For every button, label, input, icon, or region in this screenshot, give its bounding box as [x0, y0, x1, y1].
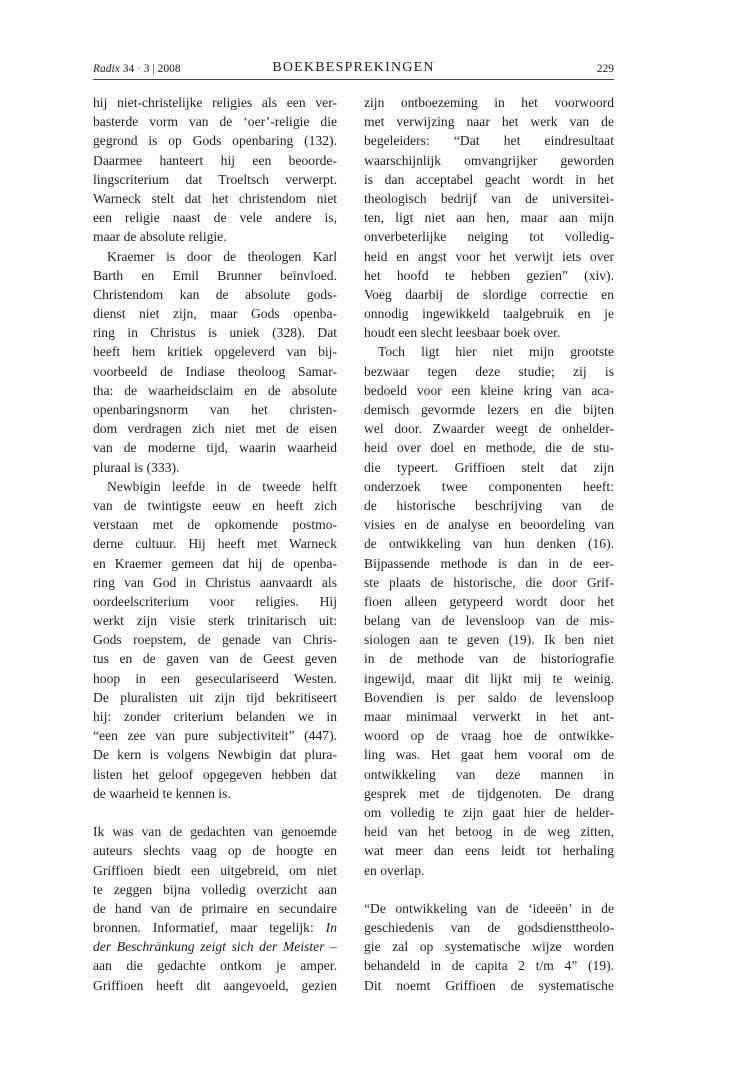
text-segment: met verwijzing naar het werk van de — [364, 114, 614, 130]
text-segment: de waarheid te kennen is. — [93, 785, 231, 801]
running-header — [93, 57, 614, 80]
text-line — [364, 419, 614, 438]
text-line — [93, 323, 337, 342]
text-segment: auteurs slechts vaag op de hoogte en — [93, 843, 337, 859]
text-line — [93, 707, 337, 726]
text-line — [93, 688, 337, 707]
text-line — [364, 151, 614, 170]
text-line — [93, 592, 337, 611]
text-line — [93, 669, 337, 688]
text-segment: het hoofd te hebben gezien” (xiv). — [364, 267, 614, 283]
text-line — [93, 304, 337, 323]
text-segment: zijn ontboezeming in het voorwoord — [364, 95, 614, 110]
text-line — [93, 880, 337, 899]
text-line — [93, 554, 337, 573]
text-segment: en overlap. — [364, 862, 425, 878]
text-line — [364, 323, 614, 342]
text-line — [93, 496, 337, 515]
text-line — [364, 765, 614, 784]
text-line — [364, 745, 614, 764]
italic-quote: In — [325, 920, 337, 936]
text-segment: voorbeeld de Indiase theoloog Samar- — [93, 363, 337, 379]
text-line — [364, 342, 614, 361]
text-segment: is dan acceptabel geacht wordt in het — [364, 171, 614, 187]
text-line — [93, 976, 337, 995]
text-segment: ling was. Het gaat hem vooral om de — [364, 747, 614, 763]
paragraph-break — [364, 880, 614, 899]
text-segment: De pluralisten uit zijn tijd bekritiseert — [93, 689, 337, 705]
text-segment: pluraal is (333). — [93, 459, 180, 475]
text-line — [93, 534, 337, 553]
text-line — [93, 112, 337, 131]
text-line — [93, 918, 337, 937]
text-line — [93, 937, 337, 956]
text-line — [364, 266, 614, 285]
text-segment: onderzoek twee componenten heeft: — [364, 478, 614, 494]
text-line — [93, 362, 337, 381]
text-segment: Daarmee hanteert hij een beoorde- — [93, 152, 337, 168]
text-line — [364, 669, 614, 688]
text-line — [364, 170, 614, 189]
text-line — [93, 400, 337, 419]
italic-quote: der Beschränkung zeigt sich der Meister — [93, 939, 325, 955]
text-segment: Dit noemt Griffioen de systematische — [364, 977, 614, 993]
text-line — [364, 707, 614, 726]
text-line — [364, 304, 614, 323]
text-segment: siologen aan te geven (19). Ik ben niet — [364, 632, 614, 648]
text-segment: een religie naast de vele andere is, — [93, 210, 337, 226]
text-line — [93, 170, 337, 189]
text-segment: Gods roepstem, de genade van Chris- — [93, 632, 337, 648]
text-line — [93, 649, 337, 668]
text-line — [93, 745, 337, 764]
text-segment: woord op de vraag hoe de ontwikke- — [364, 728, 614, 744]
text-line — [93, 189, 337, 208]
text-segment: ring van God in Christus aanvaardt als — [93, 574, 337, 590]
text-line — [93, 131, 337, 150]
text-segment: Newbigin leefde in de tweede helft — [107, 478, 337, 494]
text-segment: Toch ligt hier niet mijn grootste — [378, 344, 614, 360]
text-segment: demisch gevormde lezers en die bijten — [364, 402, 614, 417]
text-segment: in de methode van de historiografie — [364, 651, 614, 667]
issue-info: 34 · 3 | 2008 — [122, 63, 181, 75]
paragraph-break — [93, 803, 337, 822]
text-segment: wel door. Zwaarder weegt de onhelder- — [364, 421, 614, 437]
text-segment: – — [324, 939, 337, 955]
text-segment: om volledig te zijn gaat hier de helder- — [364, 804, 614, 820]
text-segment: openbaringsnorm van het christen- — [93, 402, 337, 417]
text-segment: geschiedenis van de godsdiensttheolo- — [364, 920, 614, 936]
text-segment: basterde vorm van de ‘oer’-religie die — [93, 114, 337, 130]
text-line — [364, 899, 614, 918]
text-segment: onverbeterlijke neiging tot volledig- — [364, 229, 614, 245]
text-line — [364, 592, 614, 611]
text-segment: de ontwikkeling van hun denken (16). — [364, 536, 614, 552]
text-segment: “De ontwikkeling van de ‘ideeën’ in de — [364, 900, 614, 916]
text-segment: ten, ligt niet aan hen, maar aan mijn — [364, 210, 614, 226]
text-segment: houdt een slecht leesbaar boek over. — [364, 325, 561, 341]
text-segment: de hand van de primaire en secundaire — [93, 900, 337, 916]
text-segment: Griffioen heeft dit aangevoeld, gezien — [93, 977, 337, 993]
text-line — [93, 765, 337, 784]
text-segment: Christendom kan de absolute gods- — [93, 286, 337, 302]
text-line — [364, 803, 614, 822]
text-line — [93, 784, 337, 803]
text-line — [93, 726, 337, 745]
text-segment: fioen alleen getypeerd wordt door het — [364, 593, 614, 609]
text-segment: heid en angst voor het verwijt iets over — [364, 248, 614, 264]
text-line — [364, 534, 614, 553]
text-line — [364, 247, 614, 266]
text-line — [364, 227, 614, 246]
text-line — [364, 458, 614, 477]
text-segment: hoop in een geseculariseerd Westen. — [93, 670, 337, 686]
text-segment: De kern is volgens Newbigin dat plura- — [93, 747, 337, 763]
text-line — [93, 956, 337, 975]
text-segment: ingewijd, maar dit lijkt mij te weinig. — [364, 670, 614, 686]
text-segment: hij niet-christelijke religies als een ver- — [93, 95, 337, 110]
text-line — [364, 649, 614, 668]
text-segment: derne cultuur. Hij heeft met Warneck — [93, 536, 337, 552]
text-line — [364, 918, 614, 937]
text-line — [364, 976, 614, 995]
text-segment: ste plaats de historische, die door Grif- — [364, 574, 614, 590]
text-segment: verstaan met de opkomende postmo- — [93, 517, 337, 533]
text-line — [93, 227, 337, 246]
text-line — [364, 477, 614, 496]
text-segment: bronnen. Informatief, maar tegelijk: — [93, 920, 326, 936]
text-line — [93, 899, 337, 918]
text-segment: belang van de levensloop van de mis- — [364, 613, 614, 629]
text-segment: maar minimaal verwerkt in het ant- — [364, 709, 614, 724]
text-line — [364, 208, 614, 227]
text-line — [364, 841, 614, 860]
text-line — [364, 861, 614, 880]
text-segment: ontwikkeling van deze mannen in — [364, 766, 614, 782]
text-segment: Voeg daarbij de slordige correctie en — [364, 286, 614, 302]
text-line — [364, 515, 614, 534]
text-segment: Ik was van de gedachten van genoemde — [93, 824, 337, 840]
text-line — [93, 381, 337, 400]
text-line — [93, 841, 337, 860]
text-segment: heid van het betoog in de weg zitten, — [364, 824, 614, 840]
text-segment: gegrond is op Gods openbaring (132). — [93, 133, 337, 149]
text-line — [364, 438, 614, 457]
text-segment: van de twintigste eeuw en heeft zich — [93, 497, 337, 513]
text-segment: Barth en Emil Brunner beïnvloed. — [93, 267, 337, 283]
text-segment: “een zee van pure subjectiviteit” (447). — [93, 728, 337, 744]
text-segment: tha: de waarheidsclaim en de absolute — [93, 382, 337, 398]
text-segment: waarschijnlijk omvangrijker geworden — [364, 152, 614, 168]
text-segment: bezwaar tegen deze studie; zij is — [364, 363, 614, 379]
text-segment: aan die gedachte ontkom je amper. — [93, 958, 337, 974]
text-segment: Bovendien is per saldo de levensloop — [364, 689, 614, 705]
text-segment: visies en de analyse en beoordeling van — [364, 517, 614, 533]
left-column — [93, 93, 337, 995]
text-line — [93, 822, 337, 841]
text-line — [364, 381, 614, 400]
text-line — [93, 861, 337, 880]
text-segment: oordeelscriterium voor religies. Hij — [93, 593, 337, 609]
text-line — [93, 266, 337, 285]
text-segment: begeleiders: “Dat het eindresultaat — [364, 133, 614, 149]
text-line — [93, 458, 337, 477]
text-line — [93, 573, 337, 592]
text-line — [364, 611, 614, 630]
text-line — [364, 573, 614, 592]
text-segment: listen het geloof opgegeven hebben dat — [93, 766, 337, 782]
text-line — [93, 151, 337, 170]
text-segment: ring in Christus is uniek (328). Dat — [93, 325, 337, 341]
text-line — [93, 515, 337, 534]
text-line — [364, 496, 614, 515]
text-segment: maar de absolute religie. — [93, 229, 227, 245]
text-segment: Warneck stelt dat het christendom niet — [93, 190, 337, 206]
text-line — [364, 93, 614, 112]
text-segment: Kraemer is door de theologen Karl — [107, 248, 337, 264]
text-segment: bedoeld voor een kleine kring van aca- — [364, 382, 614, 398]
text-line — [364, 189, 614, 208]
text-segment: te zeggen bijna volledig overzicht aan — [93, 881, 337, 897]
text-segment: Bijpassende methode is dan in de eer- — [364, 555, 614, 571]
text-line — [93, 285, 337, 304]
text-segment: heid over doel en methode, die de stu- — [364, 440, 614, 456]
text-segment: lingscriterium dat Troeltsch verwerpt. — [93, 171, 337, 187]
journal-name: Radix — [93, 63, 120, 75]
text-line — [364, 688, 614, 707]
text-line — [93, 438, 337, 457]
text-line — [93, 208, 337, 227]
text-segment: gie zal op systematische wijze worden — [364, 939, 614, 955]
text-line — [93, 419, 337, 438]
section-title: BOEKBESPREKINGEN — [272, 60, 435, 75]
text-line — [364, 956, 614, 975]
text-line — [364, 937, 614, 956]
text-segment: van de moderne tijd, waarin waarheid — [93, 440, 337, 456]
text-segment: en Kraemer gemeen dat hij de openba- — [93, 555, 337, 571]
text-segment: Griffioen biedt een uitgebreid, om niet — [93, 862, 337, 878]
text-line — [364, 726, 614, 745]
text-segment: de historische beschrijving van de — [364, 497, 614, 513]
text-segment: tus en de gaven van de Geest geven — [93, 651, 337, 667]
text-line — [364, 112, 614, 131]
text-line — [364, 285, 614, 304]
page-number: 229 — [596, 63, 614, 75]
text-line — [93, 611, 337, 630]
text-segment: hij: zonder criterium belanden we in — [93, 709, 337, 724]
text-line — [93, 247, 337, 266]
text-line — [93, 477, 337, 496]
text-segment: dienst niet zijn, maar Gods openba- — [93, 306, 337, 322]
text-line — [93, 93, 337, 112]
text-line — [364, 784, 614, 803]
text-segment: heeft hem kritiek opgeleverd van bij- — [93, 344, 337, 360]
text-segment: behandeld in de capita 2 t/m 4” (19). — [364, 958, 614, 974]
text-line — [93, 342, 337, 361]
text-segment: die typeert. Griffioen stelt dat zijn — [364, 459, 614, 475]
text-line — [364, 822, 614, 841]
text-line — [364, 362, 614, 381]
text-line — [93, 630, 337, 649]
text-line — [364, 131, 614, 150]
right-column — [364, 93, 614, 995]
text-segment: werkt zijn visie sterk trinitarisch uit: — [93, 613, 337, 629]
text-line — [364, 630, 614, 649]
text-segment: dom verdragen zich niet met de eisen — [93, 421, 337, 437]
text-line — [364, 554, 614, 573]
text-segment: theologisch bedrijf van de universitei- — [364, 190, 614, 206]
text-segment: wat meer dan eens leidt tot herhaling — [364, 843, 614, 859]
text-segment: gesprek met de tijdgenoten. De drang — [364, 785, 614, 801]
text-line — [364, 400, 614, 419]
text-segment: onnodig ingewikkeld taalgebruik en je — [364, 306, 614, 322]
